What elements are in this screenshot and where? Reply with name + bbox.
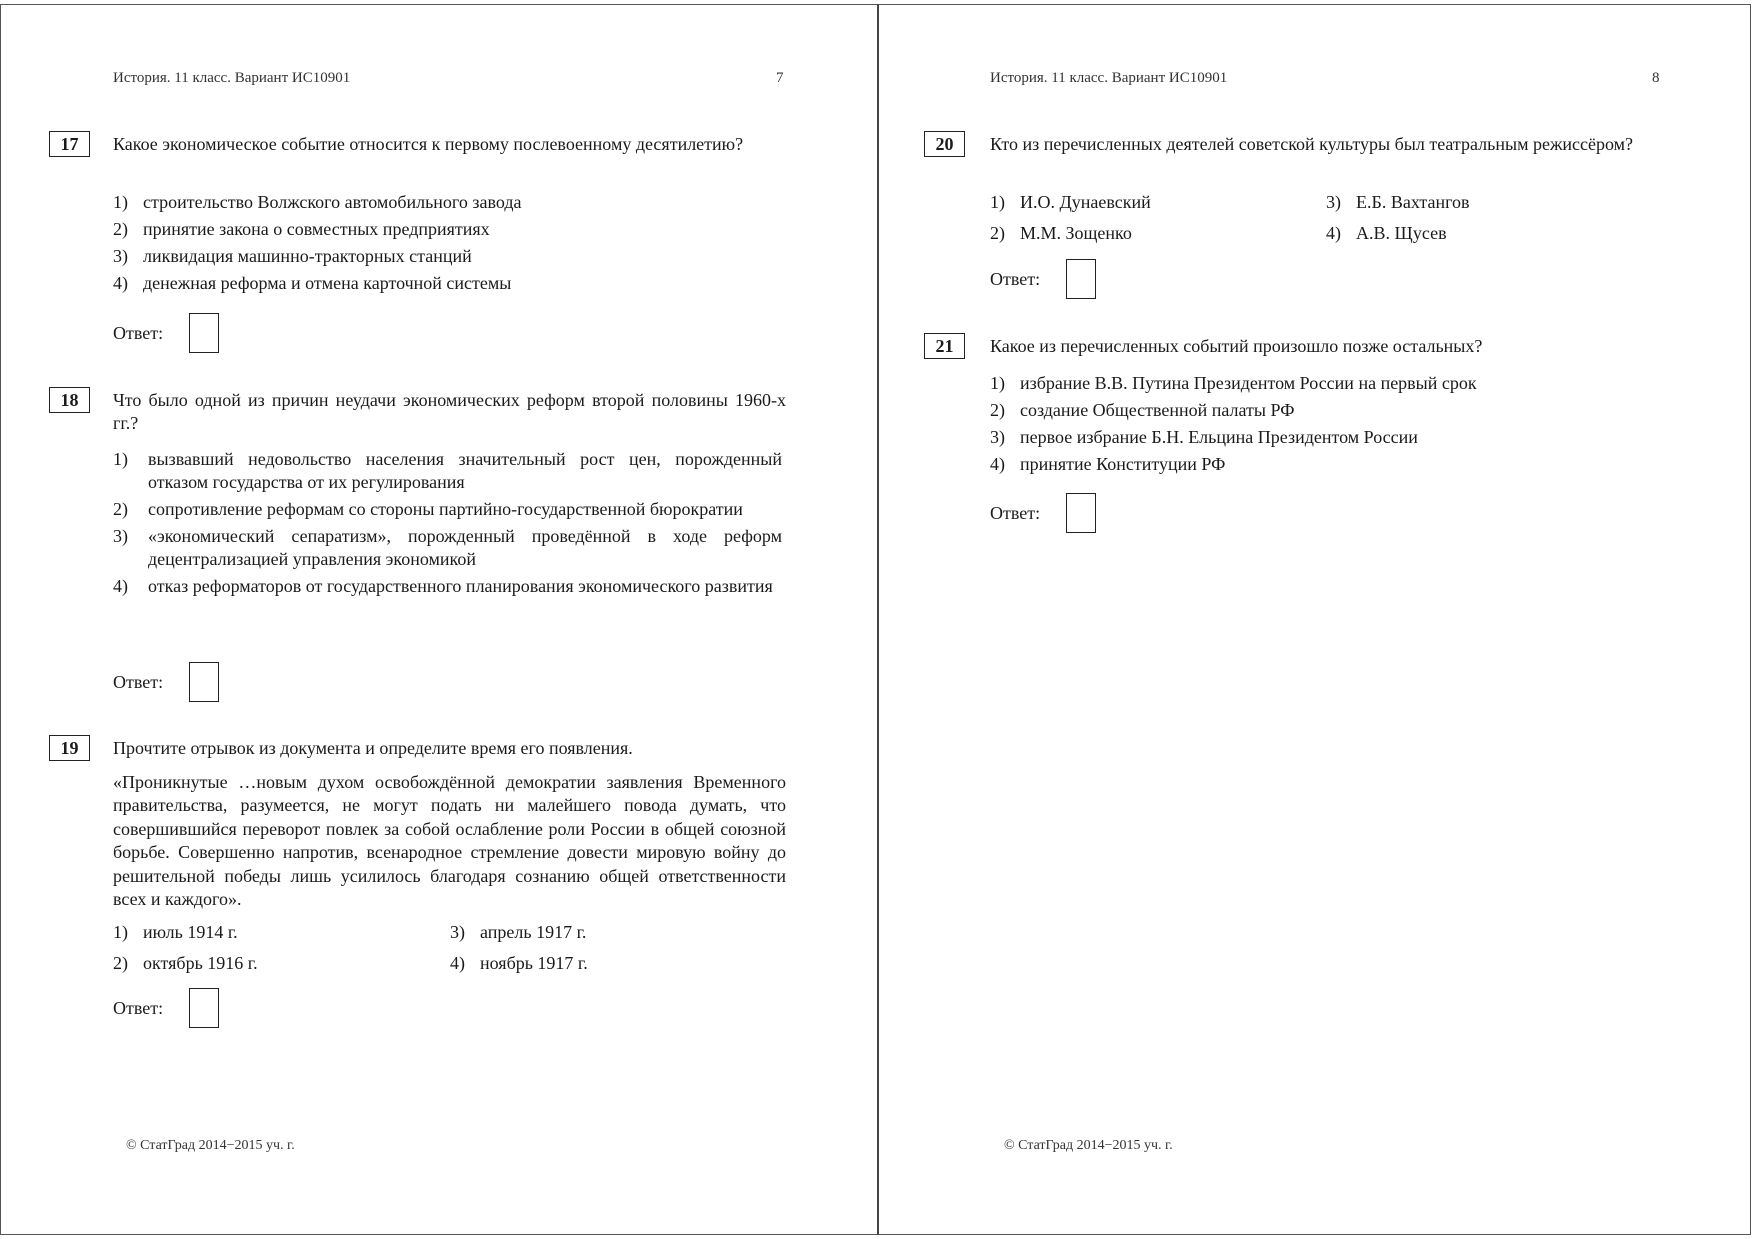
- option-number: 4): [113, 273, 128, 293]
- option: [113, 191, 786, 214]
- option: [113, 952, 450, 975]
- option: [450, 921, 750, 944]
- option-number: 3): [113, 246, 128, 266]
- option-text: июль 1914 г.: [143, 922, 238, 942]
- option: [113, 525, 782, 571]
- question-number-17: 17: [49, 131, 90, 157]
- option-number: 2): [113, 953, 128, 973]
- question-number-21: 21: [924, 333, 965, 359]
- option-number: 2): [990, 400, 1005, 420]
- option-text: А.В. Щусев: [1356, 223, 1447, 243]
- option-number: 3): [450, 922, 465, 942]
- answer-box-20[interactable]: [1066, 259, 1096, 299]
- page-footer: © СтатГрад 2014−2015 уч. г.: [126, 1138, 295, 1153]
- option: [113, 245, 786, 268]
- option: [990, 453, 1662, 476]
- options-21: [990, 372, 1662, 480]
- option: [113, 921, 450, 944]
- option-number: 3): [113, 526, 128, 546]
- option: [113, 498, 782, 521]
- answer-row-21: [990, 493, 1096, 533]
- option-text: создание Общественной палаты РФ: [1020, 400, 1295, 420]
- option-text: Е.Б. Вахтангов: [1356, 192, 1470, 212]
- option: [113, 448, 782, 494]
- question-text-20: Кто из перечисленных деятелей советской культуры был театральным режиссёром?: [990, 134, 1634, 154]
- option-text: принятие закона о совместных предприятиях: [143, 219, 490, 239]
- option-text: ликвидация машинно-тракторных станций: [143, 246, 472, 266]
- answer-label: Ответ:: [113, 671, 164, 692]
- options-18: [113, 448, 782, 602]
- option-number: 1): [113, 922, 128, 942]
- option-number: 2): [113, 219, 128, 239]
- answer-label: Ответ:: [990, 502, 1041, 523]
- option-text: октябрь 1916 г.: [143, 953, 258, 973]
- answer-row-20: [990, 259, 1096, 299]
- option-number: 4): [990, 454, 1005, 474]
- answer-row-19: [113, 988, 219, 1028]
- option: [450, 952, 750, 975]
- question-number-19: 19: [49, 735, 90, 761]
- question-text-18: Что было одной из причин неудачи экономических реформ второй половины 1960-х гг.?: [113, 390, 786, 433]
- option-text: отказ реформаторов от государственного планирования экономического развития: [148, 576, 773, 596]
- options-20: [990, 191, 1626, 249]
- question-text-17: Какое экономическое событие относится к первому послевоенному десятилетию?: [113, 134, 744, 154]
- answer-box-18[interactable]: [189, 662, 219, 702]
- option: [990, 222, 1326, 245]
- answer-row-17: [113, 313, 219, 353]
- option: [990, 191, 1326, 214]
- answer-box-17[interactable]: [189, 313, 219, 353]
- option-text: избрание В.В. Путина Президентом России на первый срок: [1020, 373, 1477, 393]
- answer-label: Ответ:: [113, 322, 164, 343]
- option-number: 2): [113, 499, 128, 519]
- option-text: «экономический сепаратизм», порожденный проведённой в ходе реформ децентрализацией управления экономикой: [148, 526, 782, 569]
- option-text: принятие Конституции РФ: [1020, 454, 1226, 474]
- answer-label: Ответ:: [990, 268, 1041, 289]
- question-number-18: 18: [49, 387, 90, 413]
- option-number: 3): [1326, 192, 1341, 212]
- option-text: вызвавший недовольство населения значительный рост цен, порожденный отказом государства от их регулирования: [148, 449, 782, 492]
- option: [113, 218, 786, 241]
- option-number: 2): [990, 223, 1005, 243]
- option-number: 4): [113, 576, 128, 596]
- question-text-19: Прочтите отрывок из документа и определите время его появления.: [113, 738, 633, 758]
- page-number: 8: [1652, 70, 1660, 86]
- option-number: 1): [990, 373, 1005, 393]
- option: [113, 272, 786, 295]
- answer-label: Ответ:: [113, 997, 164, 1018]
- answer-box-21[interactable]: [1066, 493, 1096, 533]
- document-quote: «Проникнутые …новым духом освобождённой демократии заявления Временного правительства, разумеется, не могут подать ни малейшего повода думать, что совершившийся переворот повлек за собой ослабление роли России в общей союзной борьбе. Совершенно напротив, всенародное стремление довести мировую войну до решительной победы лишь усилилось благодаря сознанию общей ответственности всех и каждого».: [113, 772, 786, 910]
- option-number: 1): [113, 449, 128, 469]
- option-number: 1): [113, 192, 128, 212]
- option-text: сопротивление реформам со стороны партийно-государственной бюрократии: [148, 499, 743, 519]
- option-text: ноябрь 1917 г.: [480, 953, 588, 973]
- option-number: 1): [990, 192, 1005, 212]
- option: [113, 575, 782, 598]
- question-text-21: Какое из перечисленных событий произошло позже остальных?: [990, 336, 1483, 356]
- option-number: 4): [1326, 223, 1341, 243]
- option-text: строительство Волжского автомобильного завода: [143, 192, 522, 212]
- answer-box-19[interactable]: [189, 988, 219, 1028]
- option: [990, 399, 1662, 422]
- option: [1326, 222, 1626, 245]
- option: [990, 372, 1662, 395]
- option-text: И.О. Дунаевский: [1020, 192, 1151, 212]
- option-text: денежная реформа и отмена карточной системы: [143, 273, 512, 293]
- options-19: [113, 921, 750, 979]
- page-header: История. 11 класс. Вариант ИС10901: [990, 70, 1228, 86]
- page-footer: © СтатГрад 2014−2015 уч. г.: [1004, 1138, 1173, 1153]
- option-text: апрель 1917 г.: [480, 922, 587, 942]
- options-17: [113, 191, 786, 299]
- option: [990, 426, 1662, 449]
- right-page: [879, 0, 1754, 1239]
- option-text: М.М. Зощенко: [1020, 223, 1132, 243]
- option: [1326, 191, 1626, 214]
- answer-row-18: [113, 662, 219, 702]
- page-number: 7: [776, 70, 784, 86]
- option-number: 4): [450, 953, 465, 973]
- page-header: История. 11 класс. Вариант ИС10901: [113, 70, 351, 86]
- option-number: 3): [990, 427, 1005, 447]
- question-number-20: 20: [924, 131, 965, 157]
- option-text: первое избрание Б.Н. Ельцина Президентом России: [1020, 427, 1418, 447]
